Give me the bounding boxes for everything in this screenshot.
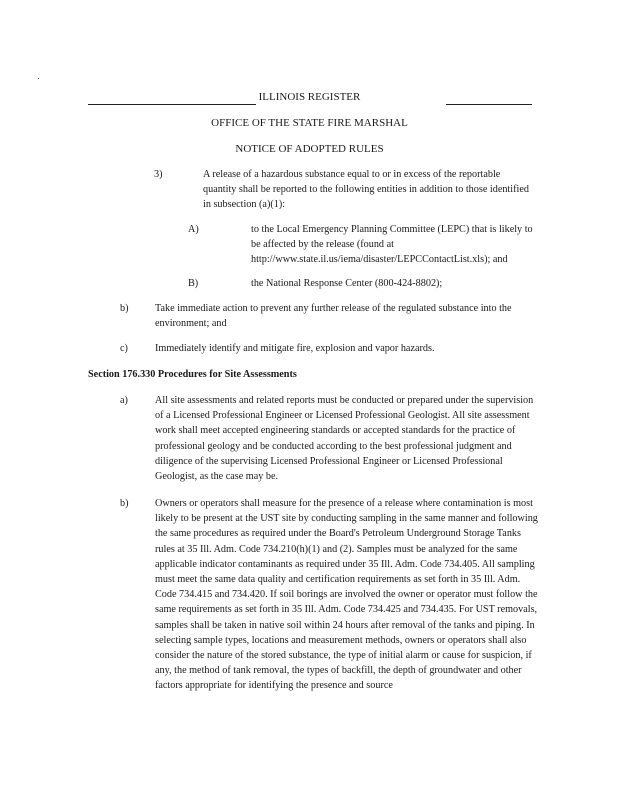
item-A-label: A)	[188, 224, 199, 235]
item-b-label: b)	[120, 303, 129, 314]
notice-title: NOTICE OF ADOPTED RULES	[235, 143, 384, 155]
section-b-label: b)	[120, 498, 129, 509]
item-3-label: 3)	[154, 169, 163, 180]
scan-speck	[38, 78, 39, 79]
item-c-label: c)	[120, 343, 128, 354]
item-B-label: B)	[188, 278, 199, 289]
section-a-label: a)	[120, 395, 128, 406]
item-b-text: Take immediate action to prevent any further release of the regulated substance into the environment; and	[155, 303, 512, 330]
register-title: ILLINOIS REGISTER	[258, 91, 361, 103]
section-b-text: Owners or operators shall measure for the presence of a release where contamination is most likely to be present at the UST site by conducting sampling in the same manner and following the same procedures as required under the Board's Petroleum Underground Storage Tanks rules at 35 Ill. Adm. Code 734.210(h)(1) and (2). Samples must be analyzed for the same applicable indicator contaminants as required under 35 Ill. Adm. Code 734.405. All sampling must meet the same data quality and certification requirements as set forth in 35 Ill. Adm. Code 734.415 and 734.420. If soil borings are involved the owner or operator must follow the same requirements as set forth in 35 Ill. Adm. Code 734.425 and 734.435. For UST removals, samples shall be taken in native soil within 24 hours after removal of the tanks and piping. In selecting sample types, locations and measurement methods, owners or operators shall also consider the nature of the stored substance, the type of initial alarm or cause for suspicion, if any, the method of tank removal, the types of backfill, the depth of groundwater and other factors appropriate for identifying the presence and source	[155, 498, 538, 692]
item-3-text: A release of a hazardous substance equal to or in excess of the reportable quantity shall be reported to the following entities in addition to those identified in subsection (a)(1):	[203, 169, 529, 211]
section-heading: Section 176.330 Procedures for Site Assessments	[88, 369, 297, 380]
item-A-text: to the Local Emergency Planning Committee (LEPC) that is likely to be affected by the release (found at http://www.state.il.us/iema/disaster/LEPCContactList.xls); and	[251, 224, 533, 266]
item-B-text: the National Response Center (800-424-8802);	[251, 278, 443, 289]
office-title: OFFICE OF THE STATE FIRE MARSHAL	[211, 117, 408, 129]
header-rule-left	[88, 104, 256, 105]
item-c-text: Immediately identify and mitigate fire, explosion and vapor hazards.	[155, 343, 435, 354]
section-a-text: All site assessments and related reports must be conducted or prepared under the supervision of a Licensed Professional Engineer or Licensed Professional Geologist. All site assessment work shall meet accepted engineering standards or accepted standards for the practice of professional geology and be conducted according to the best professional judgment and diligence of the supervising Licensed Professional Engineer or Licensed Professional Geologist, as the case may be.	[155, 395, 534, 483]
header-rule-right	[446, 104, 532, 105]
